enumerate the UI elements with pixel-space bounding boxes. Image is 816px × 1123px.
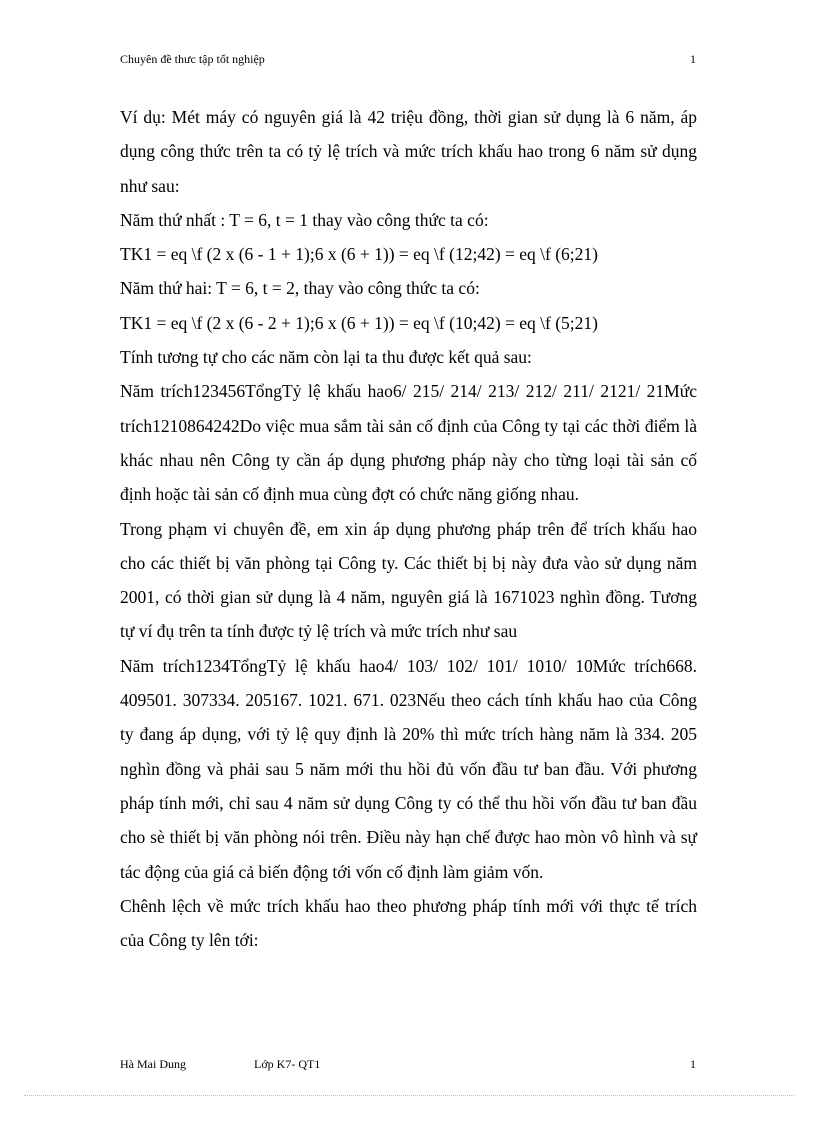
paragraph-year-two: Năm thứ hai: T = 6, t = 2, thay vào công thức ta có: — [120, 278, 480, 299]
page-footer — [120, 1057, 696, 1073]
paragraph-table-one: Năm trích123456TổngTỷ lệ khấu hao6/ 215/ 214/ 213/ 212/ 211/ 2121/ 21Mức trích1210864242Do việc mua sắm tài sản cố định của Công ty tại các thời điểm là khác nhau nên Công ty cần áp dụng phương pháp này cho từng loại tài sản cố định hoặc tài sản cố định mua cùng đợt có chức năng giống nhau. — [120, 381, 697, 505]
footer-class: Lớp K7- QT1 — [254, 1057, 321, 1071]
formula-year-two: TK1 = eq \f (2 x (6 - 2 + 1);6 x (6 + 1)) = eq \f (10;42) = eq \f (5;21) — [120, 312, 598, 333]
paragraph-year-one: Năm thứ nhất : T = 6, t = 1 thay vào công thức ta có: — [120, 209, 489, 230]
header-page-number: 1 — [690, 52, 696, 66]
formula-year-one: TK1 = eq \f (2 x (6 - 1 + 1);6 x (6 + 1)) = eq \f (12;42) = eq \f (6;21) — [120, 244, 598, 265]
paragraph-similar: Tính tương tự cho các năm còn lại ta thu được kết quả sau: — [120, 347, 532, 368]
paragraph-example-intro: Ví dụ: Mét máy có nguyên giá là 42 triệu đồng, thời gian sử dụng là 6 năm, áp dụng công thức trên ta có tỷ lệ trích và mức trích khấu hao trong 6 năm sử dụng như sau: — [120, 107, 697, 196]
paragraph-difference: Chênh lệch về mức trích khấu hao theo phương pháp tính mới với thực tế trích của Công ty lên tới: — [120, 895, 697, 951]
body-text — [120, 100, 697, 957]
page-header — [120, 52, 696, 67]
paragraph-scope: Trong phạm vi chuyên đề, em xin áp dụng phương pháp trên để trích khấu hao cho các thiết bị văn phòng tại Công ty. Các thiết bị bị này đưa vào sử dụng năm 2001, có thời gian sử dụng là 4 năm, nguyên giá là 1671023 nghìn đồng. Tương tự ví đụ trên ta tính được tỷ lệ trích và mức trích như sau — [120, 518, 697, 642]
paragraph-table-two: Năm trích1234TổngTỷ lệ khấu hao4/ 103/ 102/ 101/ 1010/ 10Mức trích668. 409501. 307334. 205167. 1021. 671. 023Nếu theo cách tính khấu hao của Công ty đang áp dụng, với tỷ lệ quy định là 20% thì mức trích hàng năm là 334. 205 nghìn đồng và phải sau 5 năm mới thu hồi đủ vốn đầu tư ban đầu. Với phương pháp tính mới, chỉ sau 4 năm sử dụng Công ty có thể thu hồi vốn đầu tư ban đầu cho sè thiết bị văn phòng nói trên. Điều này hạn chế được hao mòn vô hình và sự tác động của giá cả biến động tới vốn cố định làm giảm vốn. — [120, 655, 697, 882]
footer-page-number: 1 — [690, 1057, 696, 1071]
footer-author: Hà Mai Dung — [120, 1057, 186, 1071]
page-bottom-divider — [24, 1095, 794, 1096]
header-title: Chuyên đề thưc tập tốt nghiệp — [120, 52, 265, 66]
